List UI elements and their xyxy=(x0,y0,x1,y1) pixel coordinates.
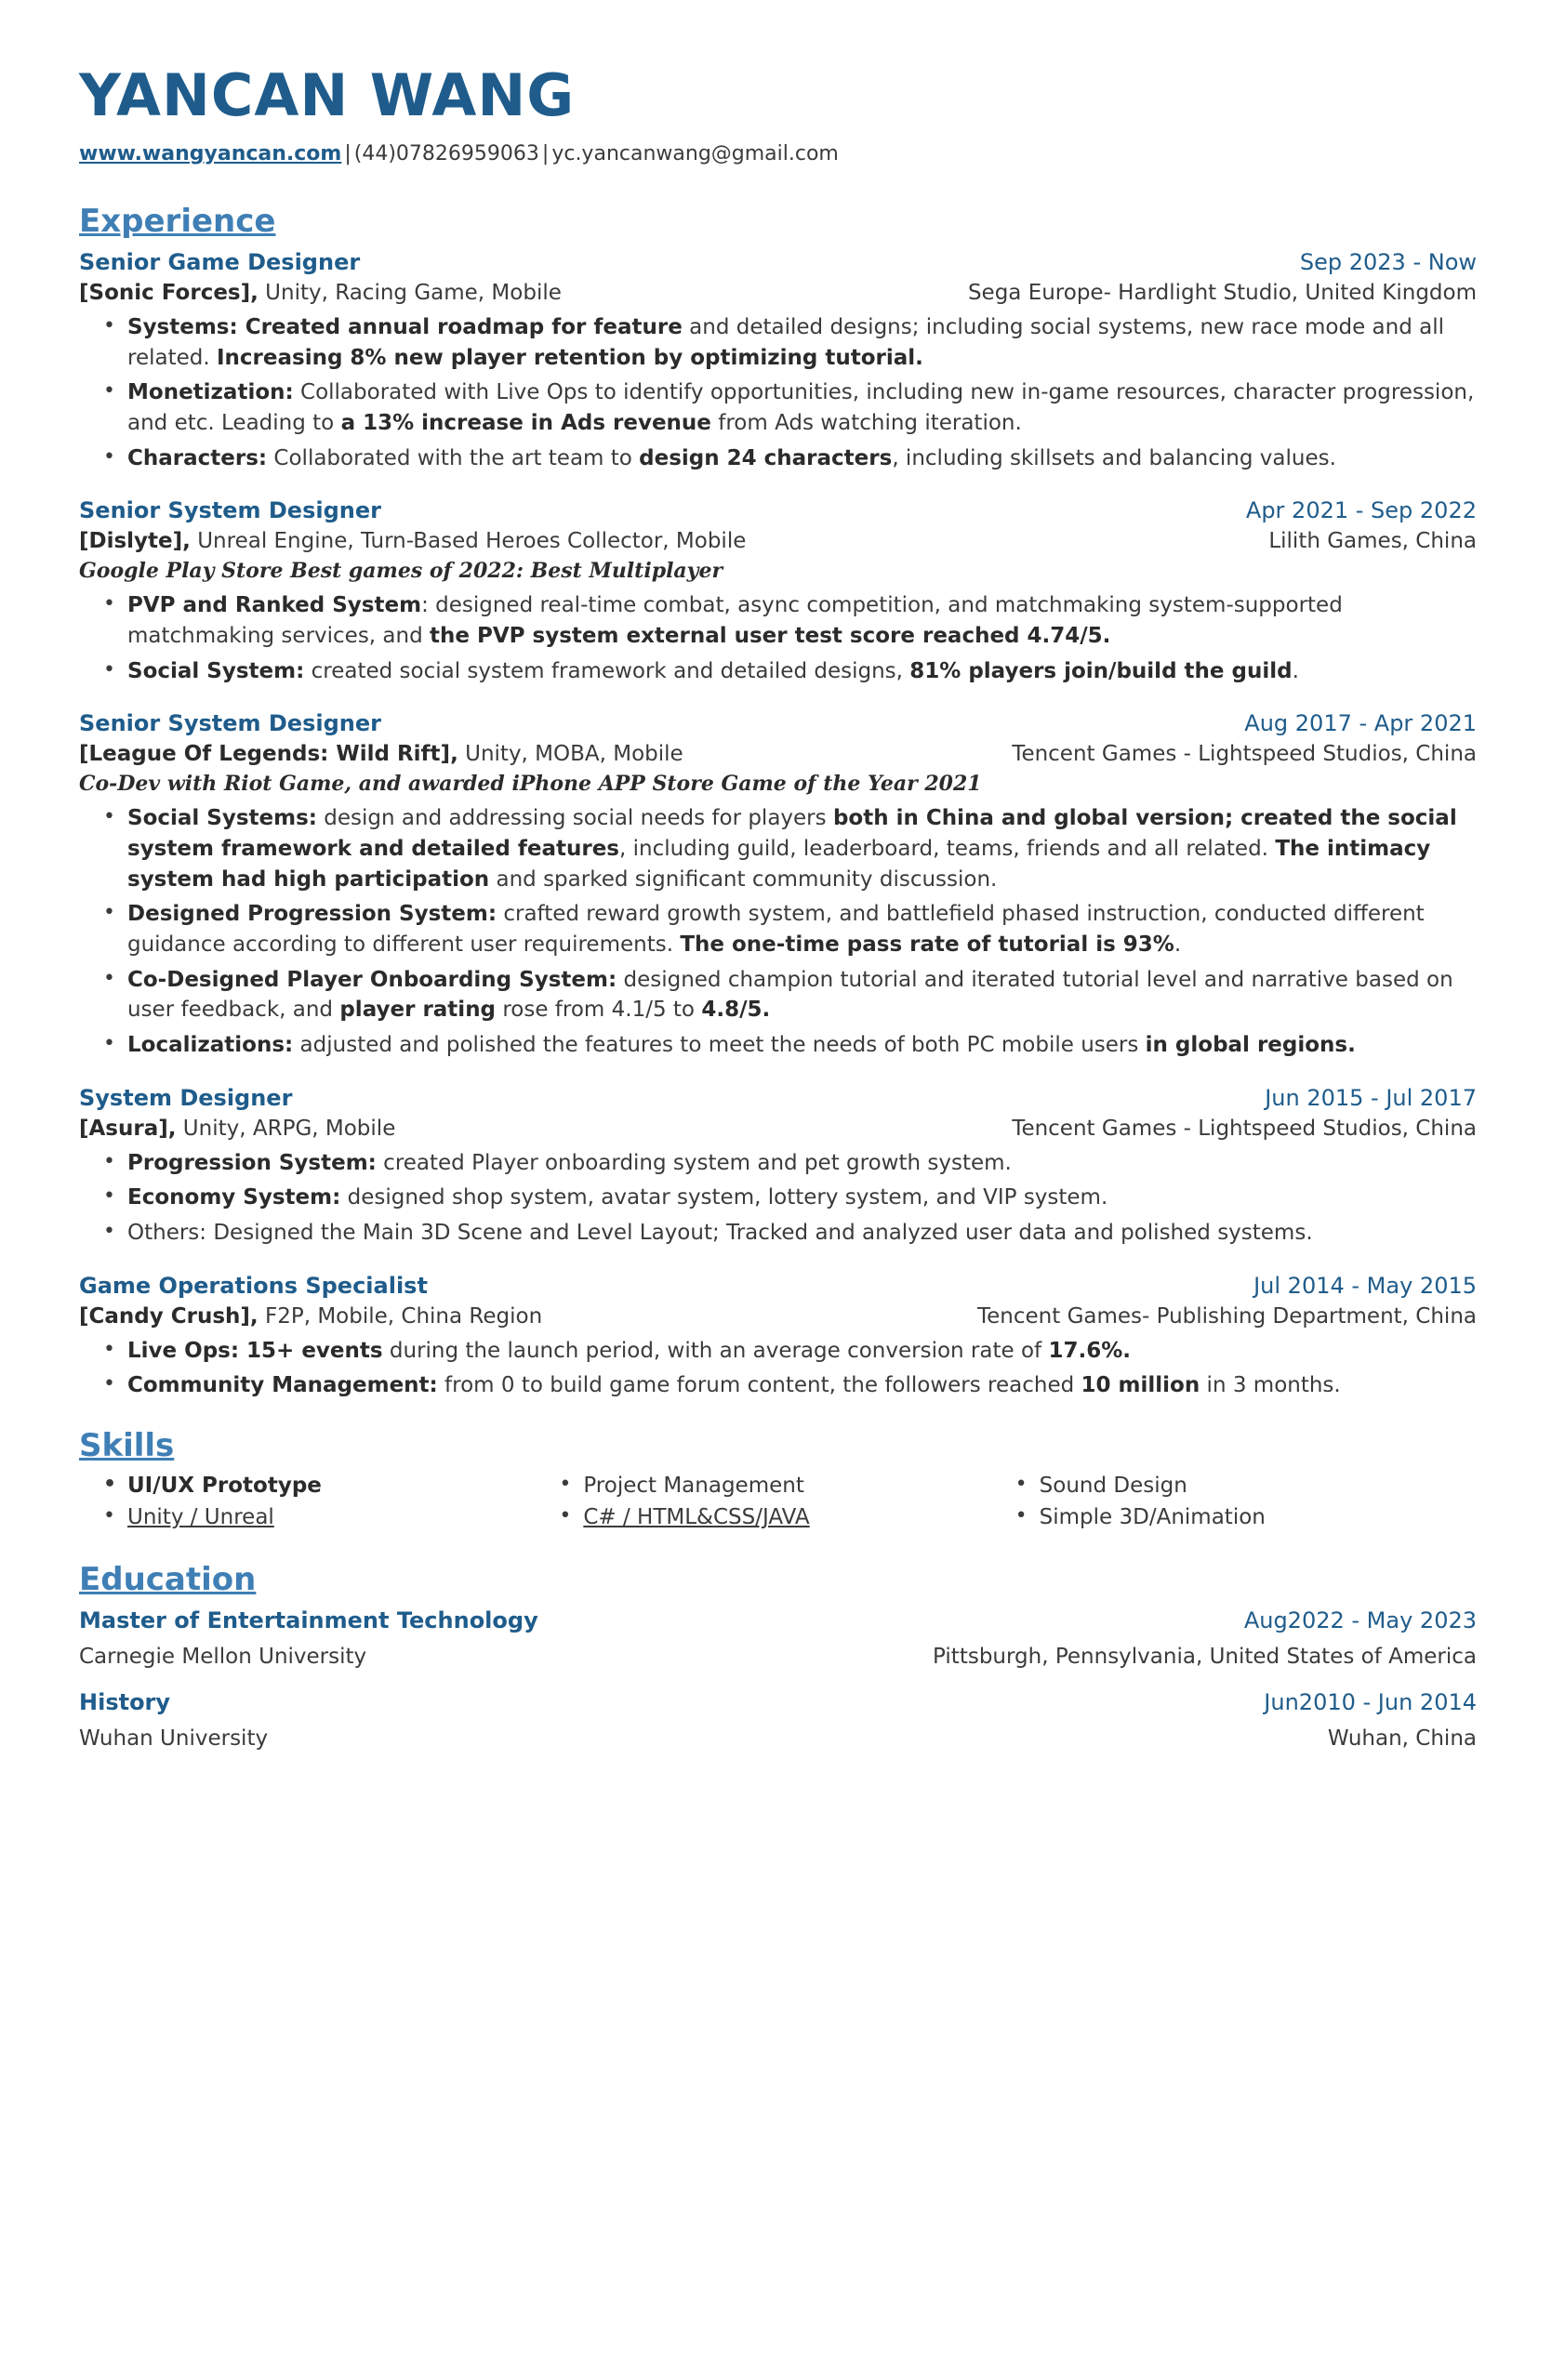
school-location-row xyxy=(79,1721,1477,1751)
project-company-row xyxy=(79,281,1477,305)
bullet-item xyxy=(127,656,1477,687)
bullet-text: and detailed designs; including social systems, new race mode and all related. xyxy=(127,315,1444,370)
job-title: Game Operations Specialist xyxy=(79,1272,428,1299)
company-name: Tencent Games - Lightspeed Studios, China xyxy=(1012,742,1477,767)
contact-separator-2: | xyxy=(541,142,550,166)
experience-list xyxy=(79,249,1477,1401)
experience-header-row xyxy=(79,497,1477,523)
email-text: yc.yancanwang@gmail.com xyxy=(551,142,839,166)
bullet-emphasis: Progression System: xyxy=(127,1150,377,1175)
section-title-skills: Skills xyxy=(79,1426,175,1464)
project-name: [Candy Crush], xyxy=(79,1303,259,1329)
contact-line xyxy=(79,142,1477,165)
bullet-list xyxy=(79,1148,1477,1249)
bullet-item xyxy=(127,1218,1477,1249)
project-name: [Dislyte], xyxy=(79,529,191,554)
bullet-item xyxy=(127,1183,1477,1213)
company-name: Sega Europe- Hardlight Studio, United Kingdom xyxy=(967,281,1477,306)
bullet-text: adjusted and polished the features to meet the needs of both PC mobile users xyxy=(293,1032,1146,1057)
bullet-emphasis: 4.8/5. xyxy=(701,998,771,1023)
bullet-emphasis: Social System: xyxy=(127,658,305,683)
experience-header-row xyxy=(79,1273,1477,1299)
education-entry xyxy=(79,1689,1477,1751)
website-link[interactable]: www.wangyancan.com xyxy=(79,142,342,166)
school-name: Carnegie Mellon University xyxy=(79,1644,367,1669)
skill-item: • Unity / Unreal xyxy=(127,1505,564,1529)
job-dates: Jun 2015 - Jul 2017 xyxy=(1265,1084,1477,1111)
project-company-row xyxy=(79,742,1477,766)
bullet-emphasis: Characters: xyxy=(127,445,268,470)
job-title: Senior System Designer xyxy=(79,710,381,737)
school-location: Pittsburgh, Pennsylvania, United States of America xyxy=(933,1644,1477,1669)
experience-entry xyxy=(79,497,1477,686)
project-name: [Asura], xyxy=(79,1116,177,1141)
bullet-emphasis: Increasing 8% new player retention by optimizing tutorial. xyxy=(216,345,923,370)
bullet-text: design and addressing social needs for players xyxy=(317,806,833,831)
bullet-emphasis: Social Systems: xyxy=(127,806,317,831)
bullet-text: , including guild, leaderboard, teams, friends and all related. xyxy=(618,837,1276,861)
degree-title: History xyxy=(79,1688,171,1715)
bullet-text: created social system framework and detailed designs, xyxy=(304,658,910,683)
bullet-text: designed shop system, avatar system, lottery system, and VIP system. xyxy=(340,1185,1108,1210)
bullet-emphasis: design 24 characters xyxy=(639,445,893,470)
bullet-text: designed champion tutorial and iterated tutorial level and narrative based on user feedback, and xyxy=(127,967,1453,1023)
project-meta: Unity, MOBA, Mobile xyxy=(458,742,683,767)
bullet-item xyxy=(127,899,1477,959)
project-company-row xyxy=(79,1117,1477,1141)
experience-entry xyxy=(79,710,1477,1060)
skill-item: • UI/UX Prototype xyxy=(127,1474,564,1498)
bullet-text: from Ads watching iteration. xyxy=(710,411,1022,436)
bullet-text: : designed real-time combat, async competition, and matchmaking system-supported matchmaking services, and xyxy=(127,593,1343,649)
company-name: Tencent Games- Publishing Department, China xyxy=(977,1303,1477,1329)
bullet-item xyxy=(127,443,1477,474)
degree-title: Master of Entertainment Technology xyxy=(79,1606,538,1633)
bullet-text: and sparked significant community discussion. xyxy=(489,866,998,892)
bullet-emphasis: The intimacy system had high participation xyxy=(127,837,1431,892)
company-name: Lilith Games, China xyxy=(1268,529,1477,554)
bullet-emphasis: Systems: Created annual roadmap for feature xyxy=(127,315,683,340)
bullet-emphasis: The one-time pass rate of tutorial is 93% xyxy=(680,932,1174,957)
education-dates: Aug2022 - May 2023 xyxy=(1243,1606,1477,1633)
award-note: Co-Dev with Riot Game, and awarded iPhone APP Store Game of the Year 2021 xyxy=(79,772,982,797)
bullet-emphasis: the PVP system external user test score reached 4.74/5. xyxy=(430,624,1111,649)
skill-item: • Simple 3D/Animation xyxy=(1040,1505,1477,1529)
experience-entry xyxy=(79,1273,1477,1401)
skill-item: • C# / HTML&CSS/JAVA xyxy=(583,1505,1020,1529)
education-entry xyxy=(79,1607,1477,1669)
education-dates: Jun2010 - Jun 2014 xyxy=(1264,1688,1477,1715)
project-company-row xyxy=(79,529,1477,553)
job-title: System Designer xyxy=(79,1084,293,1111)
bullet-emphasis: 17.6%. xyxy=(1048,1338,1131,1363)
bullet-item xyxy=(127,1336,1477,1367)
job-dates: Sep 2023 - Now xyxy=(1299,249,1477,276)
bullet-text: Others: Designed the Main 3D Scene and Level Layout; Tracked and analyzed user data and polished systems. xyxy=(127,1220,1313,1245)
project-meta: Unity, Racing Game, Mobile xyxy=(258,281,562,306)
project-info xyxy=(79,742,683,766)
bullet-emphasis: in global regions. xyxy=(1145,1032,1356,1057)
bullet-text: crafted reward growth system, and battlefield phased instruction, conducted different guidance according to different user requirements. xyxy=(127,902,1425,957)
bullet-item xyxy=(127,1148,1477,1179)
experience-header-row xyxy=(79,1085,1477,1111)
project-info xyxy=(79,1117,395,1141)
education-header-row xyxy=(79,1607,1477,1633)
bullet-item xyxy=(127,312,1477,373)
experience-header-row xyxy=(79,249,1477,275)
bullet-emphasis: Co-Designed Player Onboarding System: xyxy=(127,967,617,992)
bullet-emphasis: Live Ops: 15+ events xyxy=(127,1338,383,1363)
bullet-text: rose from 4.1/5 to xyxy=(496,998,702,1023)
project-info xyxy=(79,1304,542,1329)
skills-grid xyxy=(79,1474,1477,1529)
experience-entry xyxy=(79,249,1477,473)
bullet-emphasis: Economy System: xyxy=(127,1185,341,1210)
bullet-item xyxy=(127,803,1477,894)
bullet-emphasis: PVP and Ranked System xyxy=(127,593,422,618)
bullet-emphasis: 81% players join/build the guild xyxy=(909,658,1293,683)
job-dates: Apr 2021 - Sep 2022 xyxy=(1245,497,1477,524)
bullet-list xyxy=(79,312,1477,473)
bullet-emphasis: Community Management: xyxy=(127,1373,438,1398)
skill-item: • Sound Design xyxy=(1040,1474,1477,1498)
bullet-emphasis: player rating xyxy=(339,998,497,1023)
bullet-text: Collaborated with the art team to xyxy=(267,445,640,470)
project-company-row xyxy=(79,1304,1477,1329)
phone-text: (44)07826959063 xyxy=(353,142,539,166)
job-dates: Aug 2017 - Apr 2021 xyxy=(1244,710,1477,737)
project-meta: Unreal Engine, Turn-Based Heroes Collector, Mobile xyxy=(190,529,747,554)
bullet-list xyxy=(79,1336,1477,1401)
project-meta: F2P, Mobile, China Region xyxy=(258,1303,543,1329)
bullet-item xyxy=(127,1030,1477,1061)
bullet-emphasis: a 13% increase in Ads revenue xyxy=(340,411,711,436)
job-dates: Jul 2014 - May 2015 xyxy=(1253,1272,1477,1299)
education-header-row xyxy=(79,1689,1477,1715)
school-name: Wuhan University xyxy=(79,1726,269,1751)
contact-separator-1: | xyxy=(344,142,351,166)
bullet-emphasis: Monetization: xyxy=(127,380,294,405)
bullet-emphasis: 10 million xyxy=(1081,1373,1200,1398)
experience-header-row xyxy=(79,710,1477,736)
project-info xyxy=(79,529,746,553)
section-title-experience: Experience xyxy=(79,203,276,241)
bullet-list xyxy=(79,590,1477,686)
bullet-text: during the launch period, with an average conversion rate of xyxy=(382,1338,1049,1363)
school-location-row xyxy=(79,1639,1477,1669)
skill-item: • Project Management xyxy=(583,1474,1020,1498)
project-name: [Sonic Forces], xyxy=(79,281,259,306)
bullet-text: in 3 months. xyxy=(1200,1373,1341,1398)
job-title: Senior Game Designer xyxy=(79,249,361,276)
bullet-item xyxy=(127,377,1477,438)
bullet-text: , including skillsets and balancing values. xyxy=(892,445,1336,470)
school-location: Wuhan, China xyxy=(1327,1726,1477,1751)
bullet-text: from 0 to build game forum content, the followers reached xyxy=(437,1373,1081,1398)
project-meta: Unity, ARPG, Mobile xyxy=(176,1116,396,1141)
education-list xyxy=(79,1607,1477,1751)
bullet-text: Collaborated with Live Ops to identify opportunities, including new in-game resources, character progression, and etc. Leading to xyxy=(127,380,1475,436)
job-title: Senior System Designer xyxy=(79,497,381,524)
award-note: Google Play Store Best games of 2022: Best Multiplayer xyxy=(79,559,723,584)
bullet-emphasis: Designed Progression System: xyxy=(127,902,497,927)
bullet-item xyxy=(127,590,1477,651)
bullet-item xyxy=(127,1370,1477,1401)
experience-entry xyxy=(79,1085,1477,1249)
project-info xyxy=(79,281,562,305)
page-title: YANCAN WANG xyxy=(79,61,576,129)
bullet-text: created Player onboarding system and pet growth system. xyxy=(376,1150,1012,1175)
project-name: [League Of Legends: Wild Rift], xyxy=(79,742,458,767)
bullet-text: . xyxy=(1174,932,1182,957)
bullet-emphasis: both in China and global version; created the social system framework and detailed features xyxy=(127,806,1457,861)
section-title-education: Education xyxy=(79,1560,257,1598)
bullet-item xyxy=(127,965,1477,1025)
bullet-emphasis: Localizations: xyxy=(127,1032,294,1057)
company-name: Tencent Games - Lightspeed Studios, China xyxy=(1012,1116,1477,1141)
bullet-text: . xyxy=(1292,658,1299,683)
bullet-list xyxy=(79,803,1477,1060)
